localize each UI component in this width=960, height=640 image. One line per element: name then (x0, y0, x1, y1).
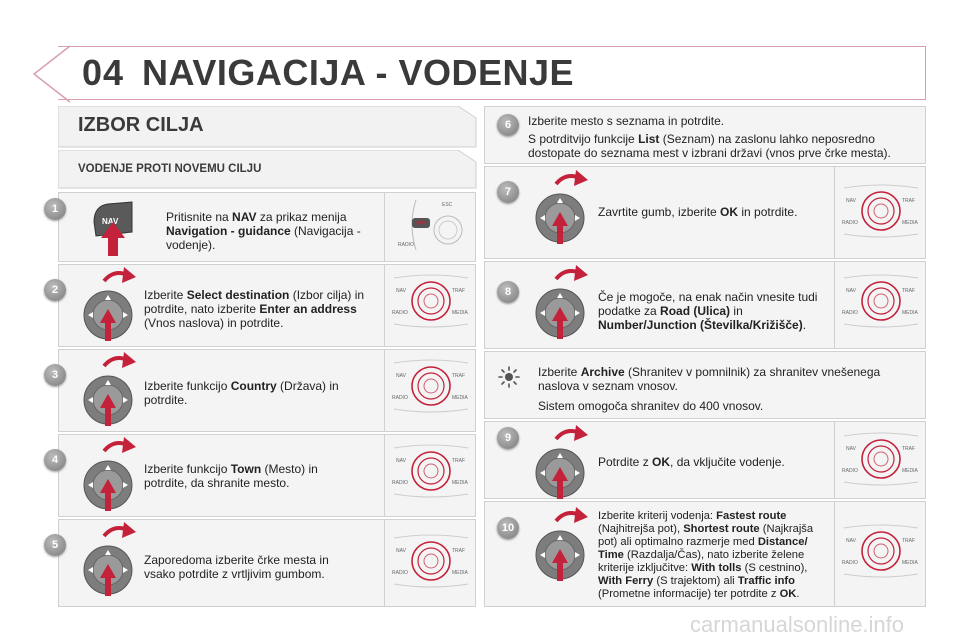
step-7-text: Zavrtite gumb, izberite OK in potrdite. (598, 205, 798, 219)
svg-text:NAV: NAV (102, 217, 119, 226)
nav-button-icon (88, 196, 138, 258)
svg-text:TRAF: TRAF (902, 198, 916, 204)
svg-text:RADIO: RADIO (398, 242, 414, 248)
svg-text:RADIO: RADIO (842, 220, 858, 226)
tip-sun-icon (498, 366, 520, 388)
divider (834, 261, 835, 349)
page-title: NAVIGACIJA - VODENJE (142, 52, 575, 93)
svg-text:RADIO: RADIO (842, 560, 858, 566)
divider (834, 166, 835, 259)
step-1-text: Pritisnite na NAV za prikaz menija Navigation - guidance (Navigacija - vodenje). (166, 210, 361, 252)
rotary-knob-icon (530, 423, 594, 503)
svg-text:RADIO: RADIO (392, 310, 408, 316)
svg-text:MEDIA: MEDIA (902, 468, 918, 474)
rotary-knob-icon (530, 505, 594, 585)
rotary-knob-icon (78, 520, 142, 600)
step-number-badge: 5 (44, 534, 66, 556)
rotary-knob-icon (530, 263, 594, 343)
step-3-text: Izberite funkcijo Country (Država) in potrdite. (144, 379, 339, 407)
divider (384, 349, 385, 432)
svg-text:NAV: NAV (396, 548, 406, 554)
svg-text:TRAF: TRAF (452, 373, 466, 379)
svg-text:TRAF: TRAF (902, 288, 916, 294)
rotary-knob-icon (78, 435, 142, 515)
svg-text:NAV: NAV (396, 458, 406, 464)
control-panel-illustration (390, 440, 472, 502)
step-number-badge: 6 (497, 114, 519, 136)
step-10-text: Izberite kriterij vodenja: Fastest route (Najhitrejša pot), Shortest route (Najkrajša pot) ali optimalno razmerje med Distance/ Time (Razdalja/Čas), nato izberite želene kriterije izključitve: With tolls (S cestnino), With Ferry (S trajektom) ali Traffic info (Prometne informacije) ter potrdite z OK. (598, 510, 814, 600)
step-number-badge: 10 (497, 517, 519, 539)
control-panel-illustration (390, 355, 472, 417)
svg-text:MEDIA: MEDIA (452, 570, 468, 576)
divider (384, 519, 385, 607)
rotary-knob-icon (78, 350, 142, 430)
control-panel-illustration (840, 180, 922, 242)
step-number-badge: 8 (497, 281, 519, 303)
divider (384, 264, 385, 347)
step-9-text: Potrdite z OK, da vključite vodenje. (598, 455, 785, 469)
svg-text:TRAF: TRAF (452, 548, 466, 554)
step-number-badge: 2 (44, 279, 66, 301)
svg-text:RADIO: RADIO (842, 468, 858, 474)
svg-text:RADIO: RADIO (842, 310, 858, 316)
svg-text:RADIO: RADIO (392, 570, 408, 576)
svg-text:MEDIA: MEDIA (452, 395, 468, 401)
divider (834, 421, 835, 499)
svg-text:MEDIA: MEDIA (452, 480, 468, 486)
divider (384, 434, 385, 517)
svg-text:NAV: NAV (396, 373, 406, 379)
svg-text:NAV: NAV (846, 446, 856, 452)
svg-text:RADIO: RADIO (392, 480, 408, 486)
svg-text:MEDIA: MEDIA (452, 310, 468, 316)
step-8-text: Če je mogoče, na enak način vnesite tudi podatke za Road (Ulica) in Number/Junction (Številka/Križišče). (598, 290, 818, 332)
svg-text:NAV: NAV (846, 288, 856, 294)
watermark: carmanualsonline.info (690, 612, 905, 637)
svg-text:NAV: NAV (846, 198, 856, 204)
svg-text:TRAF: TRAF (452, 288, 466, 294)
divider (384, 192, 385, 262)
section-title: IZBOR CILJA (78, 114, 204, 136)
step-6-text: Izberite mesto s seznama in potrdite. S potrditvijo funkcije List (Seznam) na zaslonu lahko neposredno dostopate do seznama mest v izbrani državi (vnos prve črke mesta). (528, 114, 891, 160)
control-panel-illustration (390, 530, 472, 592)
tip-text: Izberite Archive (Shranitev v pomnilnik) za shranitev vnešenega naslova v seznam vnosov. Sistem omogoča shranitev do 400 vnosov. (538, 365, 881, 413)
svg-text:NAV: NAV (415, 221, 426, 227)
chapter-number: 04 (82, 52, 125, 93)
svg-text:MEDIA: MEDIA (902, 560, 918, 566)
control-panel-illustration (840, 428, 922, 490)
svg-text:NAV: NAV (846, 538, 856, 544)
step-number-badge: 3 (44, 364, 66, 386)
step-2-text: Izberite Select destination (Izbor cilja) in potrdite, nato izberite Enter an address (Vnos naslova) in potrdite. (144, 288, 365, 330)
svg-text:RADIO: RADIO (392, 395, 408, 401)
svg-text:MEDIA: MEDIA (902, 220, 918, 226)
step-5-text: Zaporedoma izberite črke mesta in vsako potrdite z vrtljivim gumbom. (144, 553, 329, 581)
control-panel-illustration (840, 270, 922, 332)
svg-text:TRAF: TRAF (452, 458, 466, 464)
svg-text:TRAF: TRAF (902, 446, 916, 452)
step-number-badge: 4 (44, 449, 66, 471)
control-panel-illustration (390, 270, 472, 332)
step-number-badge: 7 (497, 181, 519, 203)
rotary-knob-icon (530, 168, 594, 248)
control-panel-illustration (840, 520, 922, 582)
step-number-badge: 9 (497, 427, 519, 449)
control-panel-illustration (390, 194, 472, 256)
section-subtitle: VODENJE PROTI NOVEMU CILJU (78, 163, 262, 175)
step-number-badge: 1 (44, 198, 66, 220)
rotary-knob-icon (78, 265, 142, 345)
svg-text:MEDIA: MEDIA (902, 310, 918, 316)
svg-text:ESC: ESC (442, 202, 453, 208)
svg-text:TRAF: TRAF (902, 538, 916, 544)
divider (834, 501, 835, 607)
step-4-text: Izberite funkcijo Town (Mesto) in potrdite, da shranite mesto. (144, 462, 318, 490)
svg-text:NAV: NAV (396, 288, 406, 294)
